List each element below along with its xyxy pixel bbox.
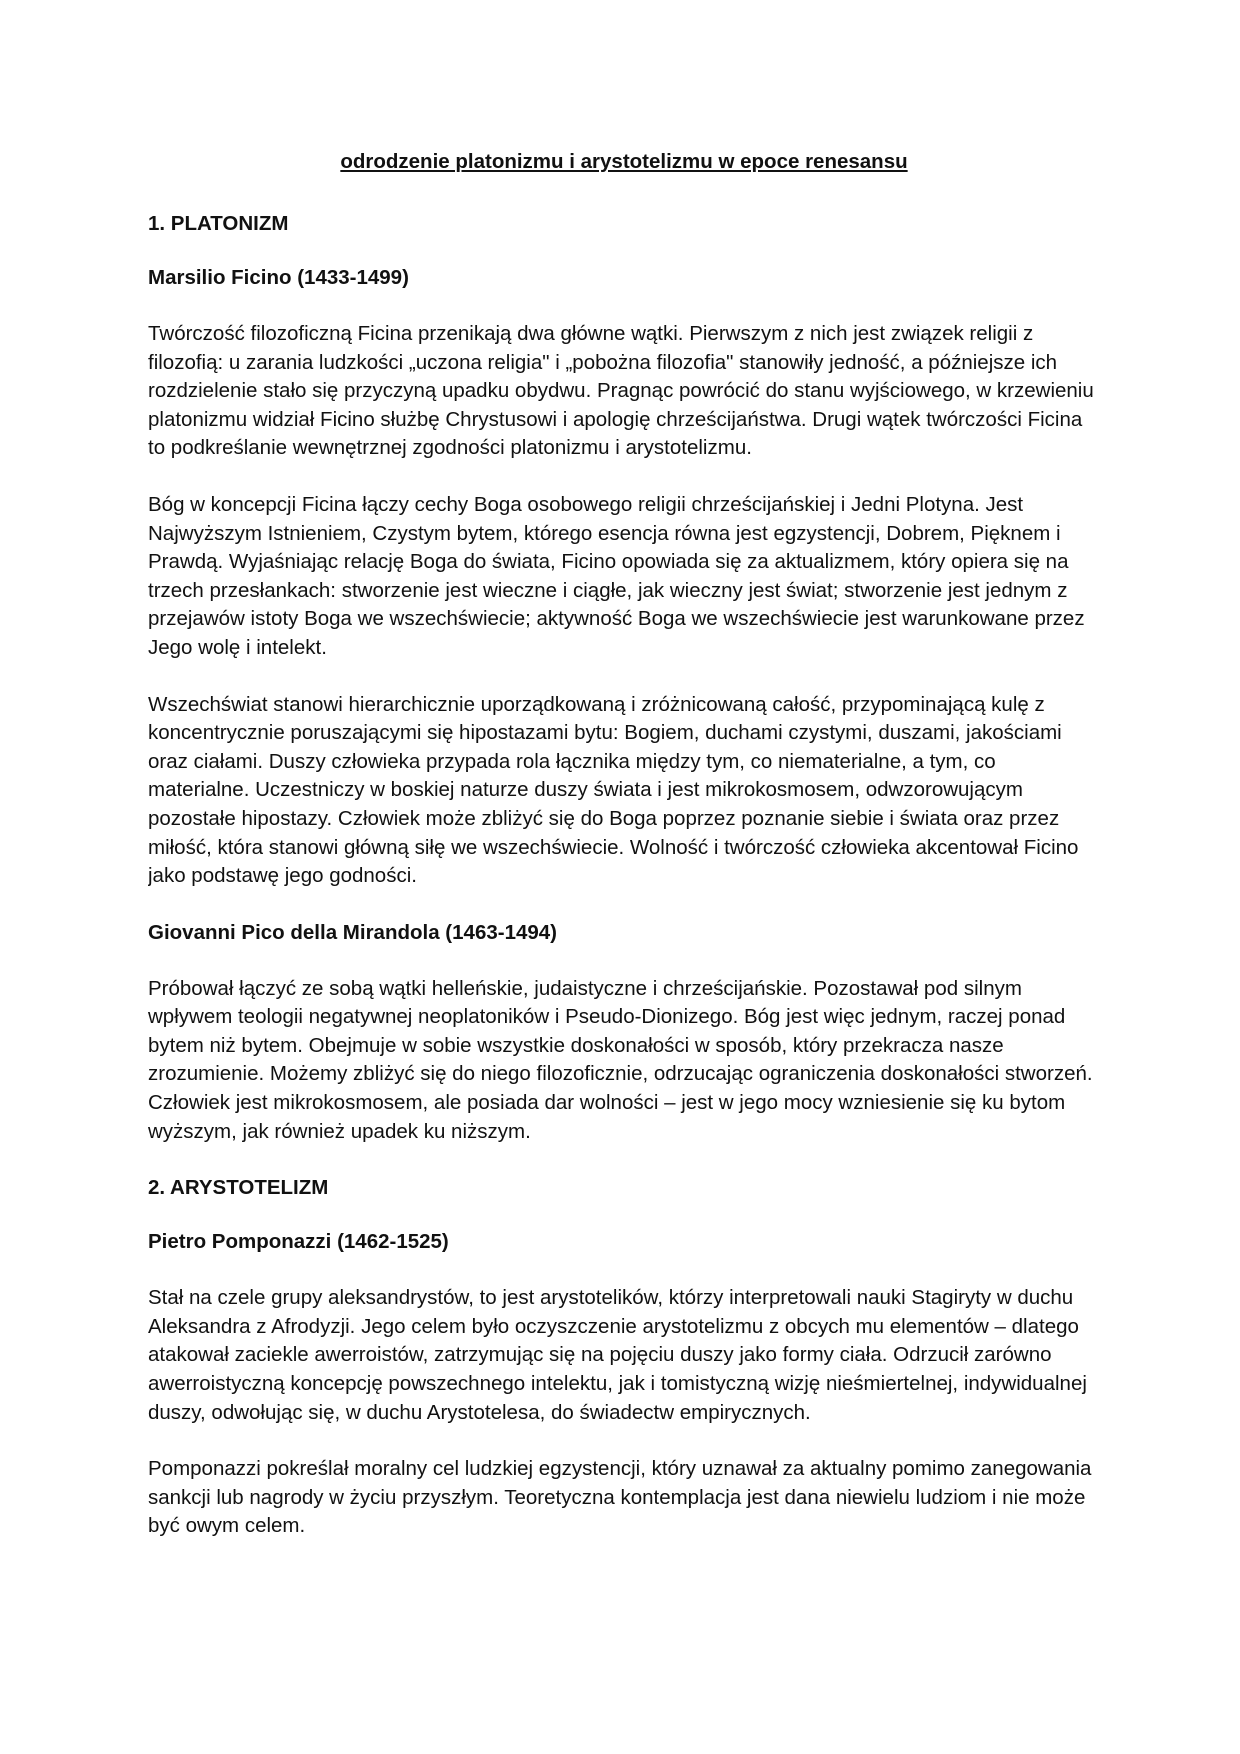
document-title: odrodzenie platonizmu i arystotelizmu w epoce renesansu — [340, 150, 908, 173]
paragraph: Wszechświat stanowi hierarchicznie uporządkowaną i zróżnicowaną całość, przypominającą kulę z koncentrycznie poruszającymi się hipostazami bytu: Bogiem, duchami czystymi, duszami, jakościami oraz ciałami. Duszy człowieka przypada rola łącznika między tym, co niematerialne, a tym, co materialne. Uczestniczy w boskiej naturze duszy świata i jest mikrokosmosem, odwzorowującym pozostałe hipostazy. Człowiek może zbliżyć się do Boga poprzez poznanie siebie i świata oraz przez miłość, która stanowi główną siłę we wszechświecie. Wolność i twórczość człowieka akcentował Ficino jako podstawę jego godności. — [148, 692, 1079, 888]
section-heading-platonizm: 1. PLATONIZM — [148, 212, 289, 235]
section-heading-arystotelizm: 2. ARYSTOTELIZM — [148, 1176, 329, 1200]
paragraph: Pomponazzi pokreślał moralny cel ludzkiej egzystencji, który uznawał za aktualny pomimo zanegowania sankcji lub nagrody w życiu przyszłym. Teoretyczna kontemplacja jest dana niewielu ludziom i nie może być owym celem. — [148, 1457, 1092, 1538]
author-heading-pomponazzi: Pietro Pomponazzi (1462-1525) — [148, 1230, 449, 1254]
paragraph: Stał na czele grupy aleksandrystów, to jest arystotelików, którzy interpretowali nauki Stagiryty w duchu Aleksandra z Afrodyzji. Jego celem było oczyszczenie arystotelizmu z obcych mu elementów – dlatego atakował zaciekle awerroistów, zatrzymując się na pojęciu duszy jako formy ciała. Odrzucił zarówno awerroistyczną koncepcję powszechnego intelektu, jak i tomistyczną wizję nieśmiertelnej, indywidualnej duszy, odwołując się, w duchu Arystotelesa, do świadectw empirycznych. — [148, 1286, 1087, 1424]
paragraph: Próbował łączyć ze sobą wątki helleńskie, judaistyczne i chrześcijańskie. Pozostawał pod silnym wpływem teologii negatywnej neoplatoników i Pseudo-Dionizego. Bóg jest więc jednym, raczej ponad bytem niż bytem. Obejmuje w sobie wszystkie doskonałości w sposób, który przekracza nasze zrozumienie. Możemy zbliżyć się do niego filozoficznie, odrzucając ograniczenia doskonałości stworzeń. Człowiek jest mikrokosmosem, ale posiada dar wolności – jest w jego mocy wzniesienie się ku bytom wyższym, jak również upadek ku niższym. — [148, 976, 1093, 1143]
paragraph: Bóg w koncepcji Ficina łączy cechy Boga osobowego religii chrześcijańskiej i Jedni Plotyna. Jest Najwyższym Istnieniem, Czystym bytem, którego esencja równa jest egzystencji, Dobrem, Pięknem i Prawdą. Wyjaśniając relację Boga do świata, Ficino opowiada się za aktualizmem, który opiera się na trzech przesłankach: stworzenie jest wieczne i ciągłe, jak wieczny jest świat; stworzenie jest jednym z przejawów istoty Boga we wszechświecie; aktywność Boga we wszechświecie jest warunkowane przez Jego wolę i intelekt. — [148, 492, 1085, 659]
document-body — [148, 148, 1100, 1708]
author-heading-ficino: Marsilio Ficino (1433-1499) — [148, 266, 409, 289]
author-heading-pico: Giovanni Pico della Mirandola (1463-1494) — [148, 920, 557, 944]
paragraph: Twórczość filozoficzną Ficina przenikają dwa główne wątki. Pierwszym z nich jest związek religii z filozofią: u zarania ludzkości „uczona religia" i „pobożna filozofia" stanowiły jedność, a późniejsze ich rozdzielenie stało się przyczyną upadku obydwu. Pragnąc powrócić do stanu wyjściowego, w krzewieniu platonizmu widział Ficino służbę Chrystusowi i apologię chrześcijaństwa. Drugi wątek twórczości Ficina to podkreślanie wewnętrznej zgodności platonizmu i arystotelizmu. — [148, 322, 1094, 460]
